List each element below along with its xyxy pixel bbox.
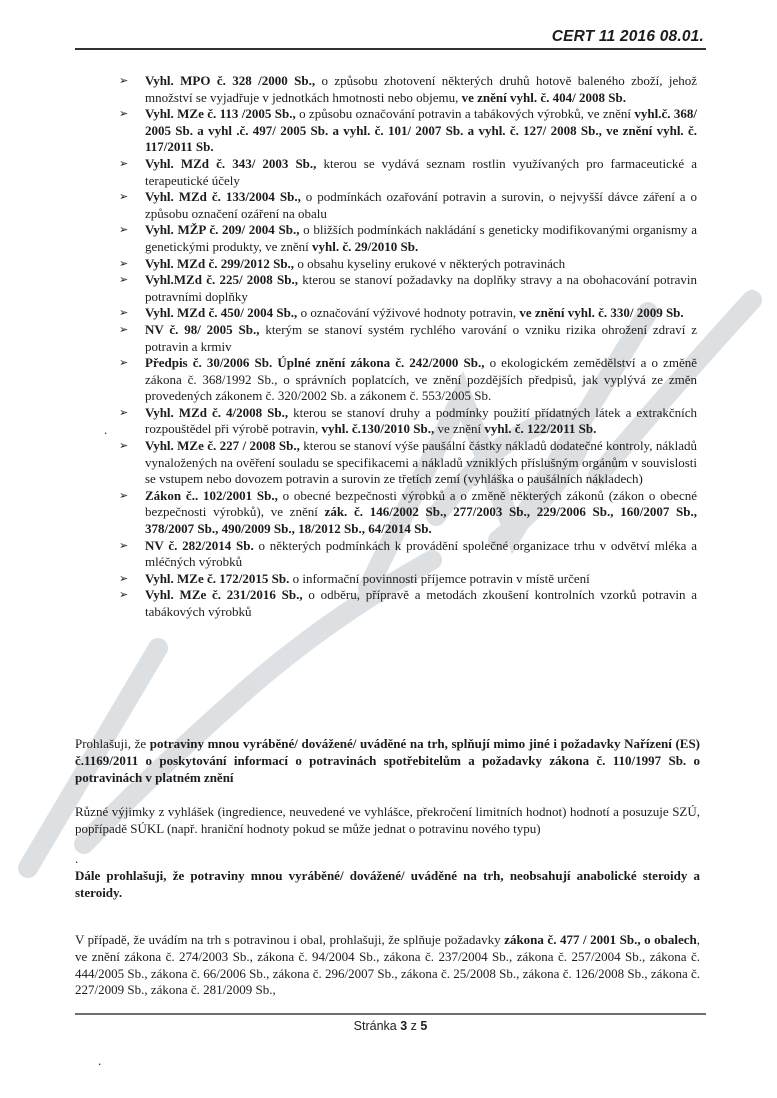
bold-text-run: Vyhl. MZd č. 299/2012 Sb., — [145, 255, 295, 271]
bold-text-run: 3 — [400, 1019, 408, 1033]
regulation-list — [75, 73, 697, 621]
scan-artifact-dot: . — [98, 1053, 102, 1068]
list-item — [75, 355, 697, 405]
bold-text-run: Vyhl. MŽP č. 209/ 2004 Sb., — [145, 222, 300, 238]
bold-text-run: NV č. 98/ 2005 Sb., — [145, 321, 260, 337]
arrow-bullet-icon: ➢ — [119, 107, 129, 121]
list-item — [75, 405, 697, 438]
list-item — [75, 305, 697, 322]
bold-text-run: Vyhl. MZe č. 113 /2005 Sb., — [145, 106, 296, 122]
bold-text-run: ve znění vyhl. č. 330/ 2009 Sb. — [519, 305, 684, 321]
footer-rule — [75, 1013, 706, 1015]
list-item — [75, 222, 697, 255]
arrow-bullet-icon: ➢ — [119, 190, 129, 204]
header-rule — [75, 48, 706, 50]
bold-text-run: Vyhl. MZe č. 231/2016 Sb., — [145, 587, 303, 603]
arrow-bullet-icon: ➢ — [119, 273, 129, 287]
list-item — [75, 587, 697, 620]
arrow-bullet-icon: ➢ — [119, 439, 129, 453]
list-item — [75, 571, 697, 588]
text-run: o způsobu zhotovení některých druhů hotově baleného zboží, jehož množství se vyjadřuje v jednotkách hmotnosti nebo objemu, — [145, 73, 698, 105]
text-run: o odběru, přípravě a metodách zkoušení kontrolních vzorků potravin a tabákových výrobků — [145, 587, 697, 619]
bold-text-run: Předpis č. 30/2006 Sb. Úplné znění zákona č. 242/2000 Sb., — [145, 355, 485, 371]
list-item — [75, 106, 697, 156]
arrow-bullet-icon: ➢ — [119, 322, 129, 336]
text-run: z — [407, 1019, 421, 1033]
bold-text-run: zák. č. 146/2002 Sb., 277/2003 Sb., 229/2006 Sb., 160/2007 Sb., 378/2007 Sb., 490/2009 Sb., 18/2012 Sb., 64/2014 Sb. — [145, 504, 697, 537]
arrow-bullet-icon: ➢ — [119, 223, 129, 237]
bold-text-run: Vyhl.MZd č. 225/ 2008 Sb., — [145, 272, 299, 288]
bold-text-run: vyhl. č.130/2010 Sb., — [321, 421, 435, 437]
text-run: o informační povinnosti příjemce potravin v místě určení — [289, 570, 590, 586]
arrow-bullet-icon: ➢ — [119, 588, 129, 602]
bold-text-run: ve znění vyhl. č. 404/ 2008 Sb. — [461, 89, 626, 105]
bold-text-run: Dále prohlašuji, že potraviny mnou vyráběné/ dovážené/ uváděné na trh, neobsahují anabolické steroidy a steroidy. — [75, 868, 700, 900]
text-run: V případě, že uvádím na trh s potravinou i obal, prohlašuji, že splňuje požadavky — [75, 932, 505, 947]
list-item — [75, 438, 697, 488]
bold-text-run: vyhl. č. 29/2010 Sb. — [312, 238, 419, 254]
exceptions-paragraph — [75, 804, 700, 838]
declaration-paragraph-2 — [75, 868, 700, 902]
stray-period-line: . — [75, 851, 79, 866]
arrow-bullet-icon: ➢ — [119, 538, 129, 552]
list-item — [75, 322, 697, 355]
text-run: o označování výživové hodnoty potravin, — [297, 305, 520, 321]
text-run: Stránka — [353, 1019, 401, 1033]
list-item — [75, 272, 697, 305]
text-run: o bližších podmínkách nakládání s geneticky modifikovanými organismy a genetickými produkty, ve znění — [145, 222, 697, 254]
text-run: o obecné bezpečnosti výrobků a o změně některých zákonů (zákon o obecné bezpečnosti výrobků), ve znění — [145, 487, 697, 520]
bold-text-run: Vyhl. MPO č. 328 /2000 Sb., — [145, 73, 316, 88]
arrow-bullet-icon: ➢ — [119, 256, 129, 270]
arrow-bullet-icon: ➢ — [119, 156, 129, 170]
declaration-paragraph-1 — [75, 736, 700, 786]
bold-text-run: potraviny mnou vyráběné/ dovážené/ uváděné na trh, splňují mimo jiné i požadavky Nařízení (ES) č.1169/2011 o poskytování informací o potravinách spotřebitelům a požadavky zákona č. 110/1997 Sb. o potravinách v platném znění — [75, 736, 701, 785]
bold-text-run: Vyhl. MZd č. 4/2008 Sb., — [145, 404, 289, 420]
bold-text-run: vyhl.č. 368/ 2005 Sb. a vyhl .č. 497/ 2005 Sb. a vyhl. č. 101/ 2007 Sb. a vyhl. č. 127/ 2008 Sb., ve znění vyhl. č. 117/2011 Sb. — [145, 106, 697, 155]
bold-text-run: Vyhl. MZd č. 133/2004 Sb., — [145, 189, 301, 205]
page-header — [75, 28, 706, 50]
text-run: kterou se vydává seznam rostlin využívaných pro farmaceutické a terapeutické účely — [145, 155, 697, 188]
arrow-bullet-icon: ➢ — [119, 356, 129, 370]
bold-text-run: Vyhl. MZd č. 450/ 2004 Sb., — [145, 305, 298, 321]
list-item — [75, 488, 697, 538]
list-item — [75, 156, 697, 189]
page-number — [75, 1019, 706, 1033]
text-run: o podmínkách ozařování potravin a surovin, o nejvyšší dávce záření a o způsobu označení ozáření na obalu — [145, 189, 697, 221]
arrow-bullet-icon: ➢ — [119, 405, 129, 419]
list-item — [75, 189, 697, 222]
text-run: kterým se stanoví systém rychlého varování o vzniku rizika ohrožení zdraví z potravin a krmiv — [145, 321, 697, 354]
list-item — [75, 538, 697, 571]
text-run: o ekologickém zemědělství a o změně zákona č. 368/1992 Sb., o správních poplatcích, ve znění pozdějších předpisů, jak vyplývá ze změn provedených zákonem č. 320/2002 Sb. a zákonem č. 553/2005 Sb. — [145, 355, 697, 404]
arrow-bullet-icon: ➢ — [119, 306, 129, 320]
bold-text-run: Vyhl. MZe č. 227 / 2008 Sb., — [145, 438, 300, 454]
bold-text-run: 5 — [420, 1019, 428, 1033]
arrow-bullet-icon: ➢ — [119, 74, 129, 87]
header-cert-code: CERT 11 2016 08.01. — [551, 28, 704, 45]
text-run: o obsahu kyseliny erukové v některých potravinách — [294, 255, 566, 271]
text-run: kterou se stanoví požadavky na doplňky stravy a na obohacování potravin potravními doplňky — [145, 272, 697, 304]
bold-text-run: Vyhl. MZd č. 343/ 2003 Sb., — [145, 155, 317, 171]
packaging-paragraph — [75, 932, 700, 999]
scan-artifact-dot: . — [104, 422, 108, 437]
text-run: ve znění — [434, 421, 485, 437]
text-run: Prohlašuji, že — [75, 736, 150, 751]
list-item — [75, 256, 697, 273]
bold-text-run: zákona č. 477 / 2001 Sb., o obalech — [504, 932, 697, 947]
arrow-bullet-icon: ➢ — [119, 571, 129, 585]
text-run: , ve znění zákona č. 274/2003 Sb., zákona č. 94/2004 Sb., zákona č. 237/2004 Sb., zákona č. 257/2004 Sb., zákona č. 444/2005 Sb., zákona č. 66/2006 Sb., zákona č. 296/2007 Sb., zákona č. 25/2008 Sb., zákona č. 126/2008 Sb., zákona č. 227/2009 Sb., zákona č. 281/2009 Sb., — [75, 932, 700, 998]
bold-text-run: vyhl. č. 122/2011 Sb. — [484, 421, 597, 437]
text-run: Různé výjimky z vyhlášek (ingredience, neuvedené ve vyhlášce, překročení limitních hodnot) hodnotí a posuzuje SZÚ, popřípadě SÚKL (např. hraniční hodnoty pokud se může jednat o potravinu nového typu) — [75, 804, 700, 836]
text-run: kterou se stanoví druhy a podmínky použití přídatných látek a extrakčních rozpouštědel při výrobě potravin, — [145, 404, 697, 437]
text-run: o některých podmínkách k provádění společné organizace trhu v odvětví mléka a mléčných výrobků — [145, 537, 697, 570]
arrow-bullet-icon: ➢ — [119, 488, 129, 502]
text-run: o způsobu označování potravin a tabákových výrobků, ve znění — [295, 106, 635, 122]
list-item — [75, 73, 697, 106]
bold-text-run: Vyhl. MZe č. 172/2015 Sb. — [145, 570, 290, 586]
bold-text-run: Zákon č.. 102/2001 Sb., — [145, 487, 278, 503]
bold-text-run: NV č. 282/2014 Sb. — [145, 537, 254, 553]
text-run: kterou se stanoví výše paušální částky nákladů dodatečné kontroly, nákladů vynaložených na ověření souladu se specifikacemi a nákladů vzniklých příslušným orgánům v souvislosti se vstupem nebo dovozem potravin a surovin ze třetích zemí (vyhláška o paušálních nákladech) — [145, 438, 697, 487]
